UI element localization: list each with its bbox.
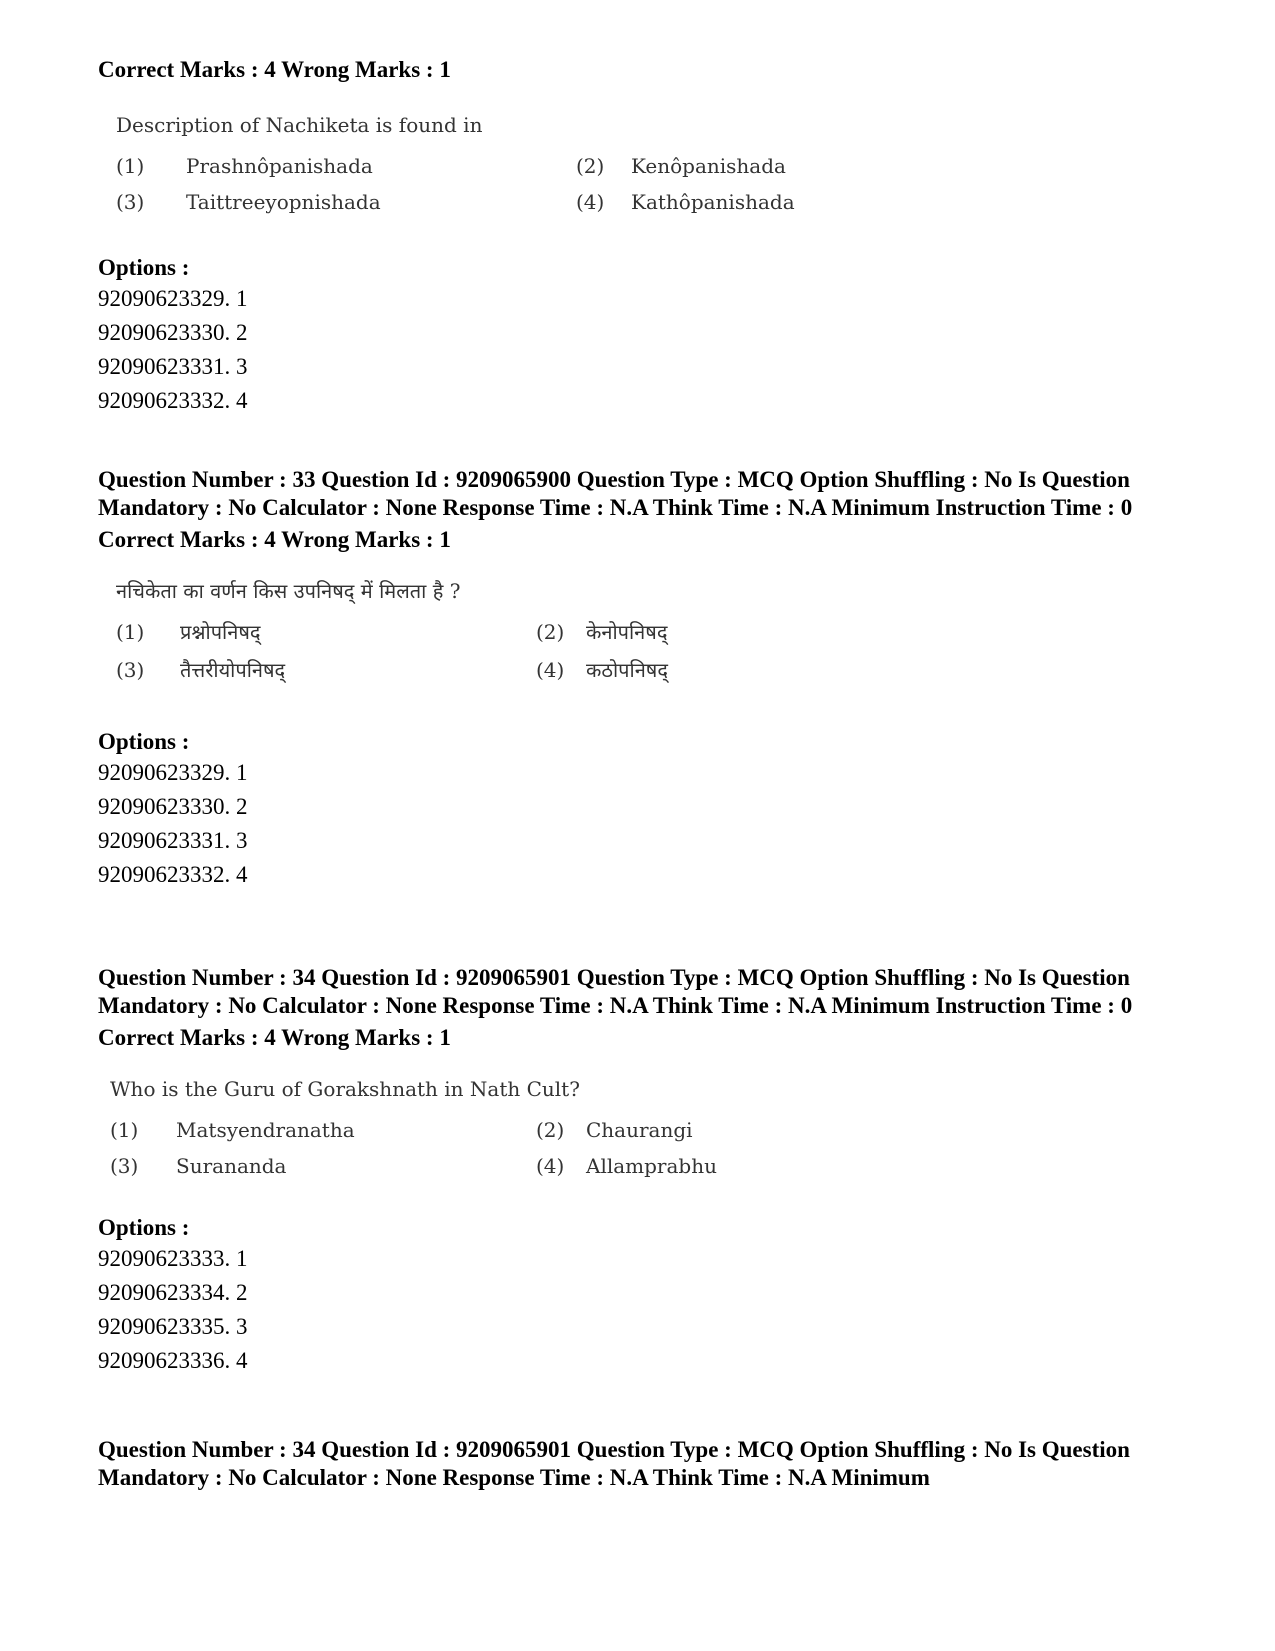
option-item: 92090623336. 4 bbox=[98, 1348, 248, 1373]
choice-number: (3) bbox=[110, 1154, 139, 1178]
option-item: 92090623332. 4 bbox=[98, 862, 248, 887]
options-section bbox=[98, 1214, 1178, 1378]
option-item: 92090623334. 2 bbox=[98, 1280, 248, 1305]
question-block bbox=[98, 466, 1178, 892]
question-image bbox=[98, 1074, 1178, 1180]
choice-number: (4) bbox=[536, 1154, 565, 1178]
choice-grid bbox=[110, 1116, 1178, 1180]
option-item: 92090623329. 1 bbox=[98, 760, 248, 785]
choice-number: (2) bbox=[536, 1118, 565, 1142]
choice-text: केनोपनिषद् bbox=[586, 620, 668, 644]
choice-number: (1) bbox=[116, 620, 145, 644]
options-section bbox=[98, 728, 1178, 892]
question-block bbox=[98, 56, 1178, 418]
option-item: 92090623331. 3 bbox=[98, 828, 248, 853]
choice-text: Surananda bbox=[176, 1154, 287, 1178]
choice-grid bbox=[116, 618, 1178, 684]
choice-number: (1) bbox=[110, 1118, 139, 1142]
marks-line: Correct Marks : 4 Wrong Marks : 1 bbox=[98, 527, 451, 552]
options-title: Options : bbox=[98, 1215, 190, 1240]
choice-number: (2) bbox=[536, 620, 565, 644]
option-item: 92090623330. 2 bbox=[98, 794, 248, 819]
option-item: 92090623329. 1 bbox=[98, 286, 248, 311]
option-item: 92090623331. 3 bbox=[98, 354, 248, 379]
choice-number: (4) bbox=[576, 190, 605, 214]
choice-text: Taittreeyopnishada bbox=[186, 190, 381, 214]
option-item: 92090623330. 2 bbox=[98, 320, 248, 345]
question-image bbox=[98, 110, 1178, 216]
choice-text: Kathôpanishada bbox=[631, 190, 795, 214]
options-section bbox=[98, 254, 1178, 418]
choice-number: (4) bbox=[536, 658, 565, 682]
choice-text: तैत्तरीयोपनिषद् bbox=[180, 658, 286, 682]
question-block bbox=[98, 1436, 1178, 1492]
options-title: Options : bbox=[98, 255, 190, 280]
question-block bbox=[98, 964, 1178, 1378]
choice-number: (1) bbox=[116, 154, 145, 178]
choice-text: Kenôpanishada bbox=[631, 154, 786, 178]
choice-number: (3) bbox=[116, 658, 145, 682]
question-header: Question Number : 33 Question Id : 9209065900 Question Type : MCQ Option Shuffling : No Is Question Mandatory : No Calculator : None Response Time : N.A Think Time : N.A Minimum Instruction Time : 0 bbox=[98, 467, 1133, 520]
choice-number: (2) bbox=[576, 154, 605, 178]
question-header: Question Number : 34 Question Id : 9209065901 Question Type : MCQ Option Shuffling : No Is Question Mandatory : No Calculator : None Response Time : N.A Think Time : N.A Minimum bbox=[98, 1437, 1130, 1490]
choice-text: प्रश्नोपनिषद् bbox=[180, 620, 261, 644]
option-item: 92090623335. 3 bbox=[98, 1314, 248, 1339]
choice-text: Matsyendranatha bbox=[176, 1118, 355, 1142]
choice-grid bbox=[116, 152, 1178, 216]
question-text: Description of Nachiketa is found in bbox=[116, 113, 483, 137]
marks-line: Correct Marks : 4 Wrong Marks : 1 bbox=[98, 57, 451, 82]
question-text: नचिकेता का वर्णन किस उपनिषद् में मिलता है ? bbox=[116, 579, 461, 603]
marks-line: Correct Marks : 4 Wrong Marks : 1 bbox=[98, 1025, 451, 1050]
question-image bbox=[98, 576, 1178, 684]
choice-text: कठोपनिषद् bbox=[586, 658, 668, 682]
choice-number: (3) bbox=[116, 190, 145, 214]
choice-text: Chaurangi bbox=[586, 1118, 693, 1142]
question-text: Who is the Guru of Gorakshnath in Nath Cult? bbox=[110, 1077, 580, 1101]
option-item: 92090623333. 1 bbox=[98, 1246, 248, 1271]
choice-text: Prashnôpanishada bbox=[186, 154, 373, 178]
choice-text: Allamprabhu bbox=[586, 1154, 717, 1178]
question-header: Question Number : 34 Question Id : 9209065901 Question Type : MCQ Option Shuffling : No Is Question Mandatory : No Calculator : None Response Time : N.A Think Time : N.A Minimum Instruction Time : 0 bbox=[98, 965, 1133, 1018]
option-item: 92090623332. 4 bbox=[98, 388, 248, 413]
options-title: Options : bbox=[98, 729, 190, 754]
